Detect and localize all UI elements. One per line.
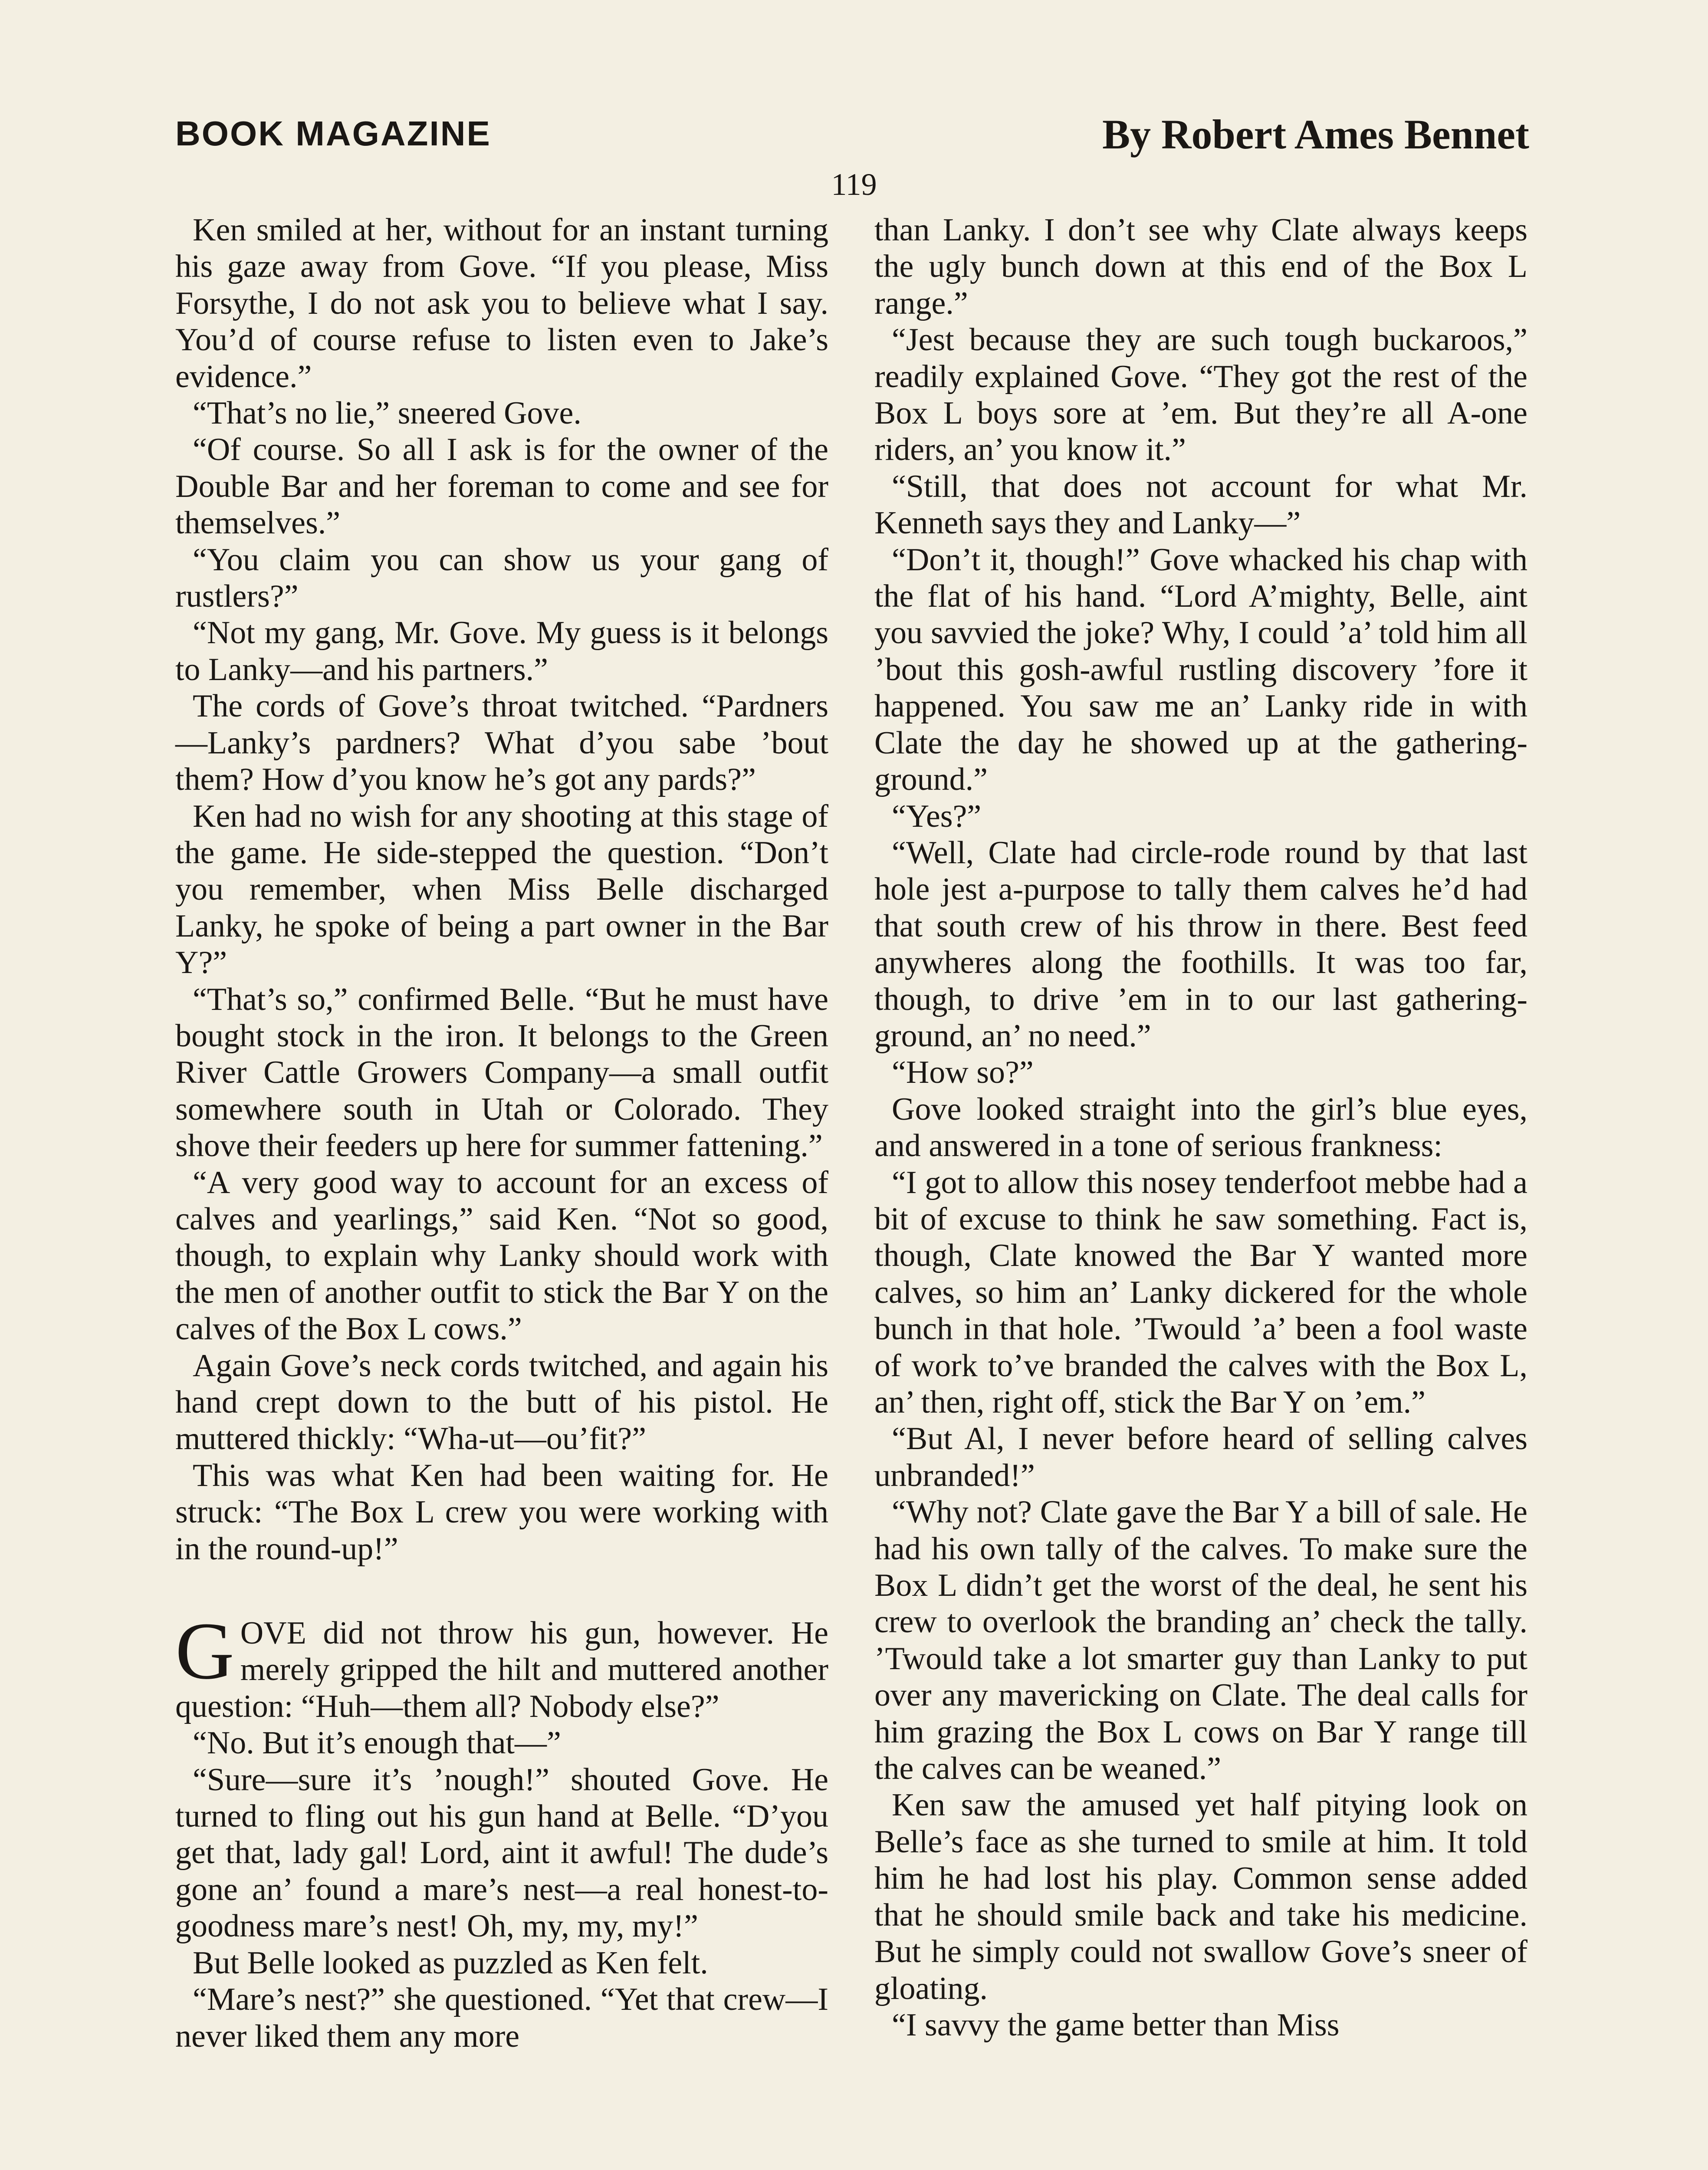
paragraph: “Don’t it, though!” Gove whacked his chap with the flat of his hand. “Lord A’mighty, Belle, aint you savvied the joke? Why, I could ’a’ told him all ’bout this gosh-awful rustling discovery ’fore it happened. You saw me an’ Lanky ride in with Clate the day he showed up at the gathering-ground.”: [874, 542, 1527, 798]
right-column-body: [874, 212, 1527, 2043]
section-opening-text: OVE did not throw his gun, however. He merely gripped the hilt and muttered another question: “Huh—them all? Nobody else?”: [175, 1615, 828, 1724]
paragraph: “Yes?”: [892, 798, 982, 834]
paragraph: than Lanky. I don’t see why Clate always keeps the ugly bunch down at this end of the Box L range.”: [874, 212, 1527, 321]
paragraph: But Belle looked as puzzled as Ken felt.: [193, 1945, 708, 1981]
paragraph: Ken smiled at her, without for an instant turning his gaze away from Gove. “If you please, Miss Forsythe, I do not ask you to believe what I say. You’d of course refuse to listen even to Jake’s evidence.”: [175, 212, 828, 395]
paragraph: “How so?”: [892, 1055, 1034, 1091]
left-column-top: [175, 212, 828, 1567]
paragraph: “But Al, I never before heard of selling calves unbranded!”: [874, 1421, 1527, 1493]
paragraph: “Jest because they are such tough buckaroos,” readily explained Gove. “They got the rest of the Box L boys sore at ’em. But they’re all A-one riders, an’ you know it.”: [874, 322, 1527, 468]
paragraph: “That’s so,” confirmed Belle. “But he must have bought stock in the iron. It belongs to the Green River Cattle Growers Company—a small outfit somewhere south in Utah or Colorado. They shove their feeders up here for summer fattening.”: [175, 981, 828, 1164]
paragraph: The cords of Gove’s throat twitched. “Pardners—Lanky’s pardners? What d’you sabe ’bout them? How d’you know he’s got any pards?”: [175, 688, 828, 798]
paragraph: “That’s no lie,” sneered Gove.: [193, 395, 581, 431]
paragraph: “I got to allow this nosey tenderfoot mebbe had a bit of excuse to think he saw something. Fact is, though, Clate knowed the Bar Y wanted more calves, so him an’ Lanky dickered for the whole bunch in that hole. ’Twould ’a’ been a fool waste of work to’ve branded the calves with the Box L, an’ then, right off, stick the Bar Y on ’em.”: [874, 1164, 1527, 1420]
paragraph: This was what Ken had been waiting for. He struck: “The Box L crew you were working with in the round-up!”: [175, 1457, 828, 1567]
paragraph: “Why not? Clate gave the Bar Y a bill of sale. He had his own tally of the calves. To make sure the Box L didn’t get the worst of the deal, he sent his crew to overlook the branding an’ check the tally. ’Twould take a lot smarter guy than Lanky to put over any mavericking on Clate. The deal calls for him grazing the Box L cows on Bar Y range till the calves can be weaned.”: [874, 1494, 1527, 1787]
right-column: [874, 212, 1527, 2043]
paragraph: “No. But it’s enough that—”: [193, 1725, 561, 1761]
paragraph: Ken saw the amused yet half pitying look on Belle’s face as she turned to smile at him. It told him he had lost his play. Common sense added that he should smile back and take his medicine. But he simply could not swallow Gove’s sneer of gloating.: [874, 1787, 1527, 2006]
paragraph: “Still, that does not account for what Mr. Kenneth says they and Lanky—”: [874, 468, 1527, 541]
paragraph: “A very good way to account for an excess of calves and yearlings,” said Ken. “Not so good, though, to explain why Lanky should work with the men of another outfit to stick the Bar Y on the calves of the Box L cows.”: [175, 1164, 828, 1347]
paragraph: “Sure—sure it’s ’nough!” shouted Gove. He turned to fling out his gun hand at Belle. “D’you get that, lady gal! Lord, aint it awful! The dude’s gone an’ found a mare’s nest—a real honest-to-goodness mare’s nest! Oh, my, my, my!”: [175, 1762, 828, 1944]
author-byline: By Robert Ames Bennet: [1102, 111, 1529, 158]
paragraph: “You claim you can show us your gang of rustlers?”: [175, 542, 828, 615]
left-column: [175, 212, 828, 2055]
section-opening-paragraph: [175, 1605, 828, 1725]
drop-cap: G: [175, 1605, 234, 1697]
paragraph: “Of course. So all I ask is for the owner of the Double Bar and her foreman to come and see for themselves.”: [175, 432, 828, 541]
page-number: 119: [831, 167, 877, 202]
paragraph: Gove looked straight into the girl’s blue eyes, and answered in a tone of serious frankness:: [874, 1091, 1527, 1164]
paragraph: Ken had no wish for any shooting at this stage of the game. He side-stepped the question. “Don’t you remember, when Miss Belle discharged Lanky, he spoke of being a part owner in the Bar Y?”: [175, 798, 828, 981]
paragraph: “Not my gang, Mr. Gove. My guess is it belongs to Lanky—and his partners.”: [175, 615, 828, 687]
paragraph: “Well, Clate had circle-rode round by that last hole jest a-purpose to tally them calves he’d had that south crew of his throw in there. Best feed anywheres along the foothills. It was too far, though, to drive ’em in to our last gathering-ground, an’ no need.”: [874, 835, 1527, 1054]
magazine-title: BOOK MAGAZINE: [175, 114, 491, 153]
paragraph: Again Gove’s neck cords twitched, and again his hand crept down to the butt of his pistol. He muttered thickly: “Wha-ut—ou’fit?”: [175, 1348, 828, 1457]
left-column-bottom: [175, 1725, 828, 2055]
paragraph: “Mare’s nest?” she questioned. “Yet that crew—I never liked them any more: [175, 1982, 828, 2054]
paragraph: “I savvy the game better than Miss: [892, 2007, 1340, 2043]
